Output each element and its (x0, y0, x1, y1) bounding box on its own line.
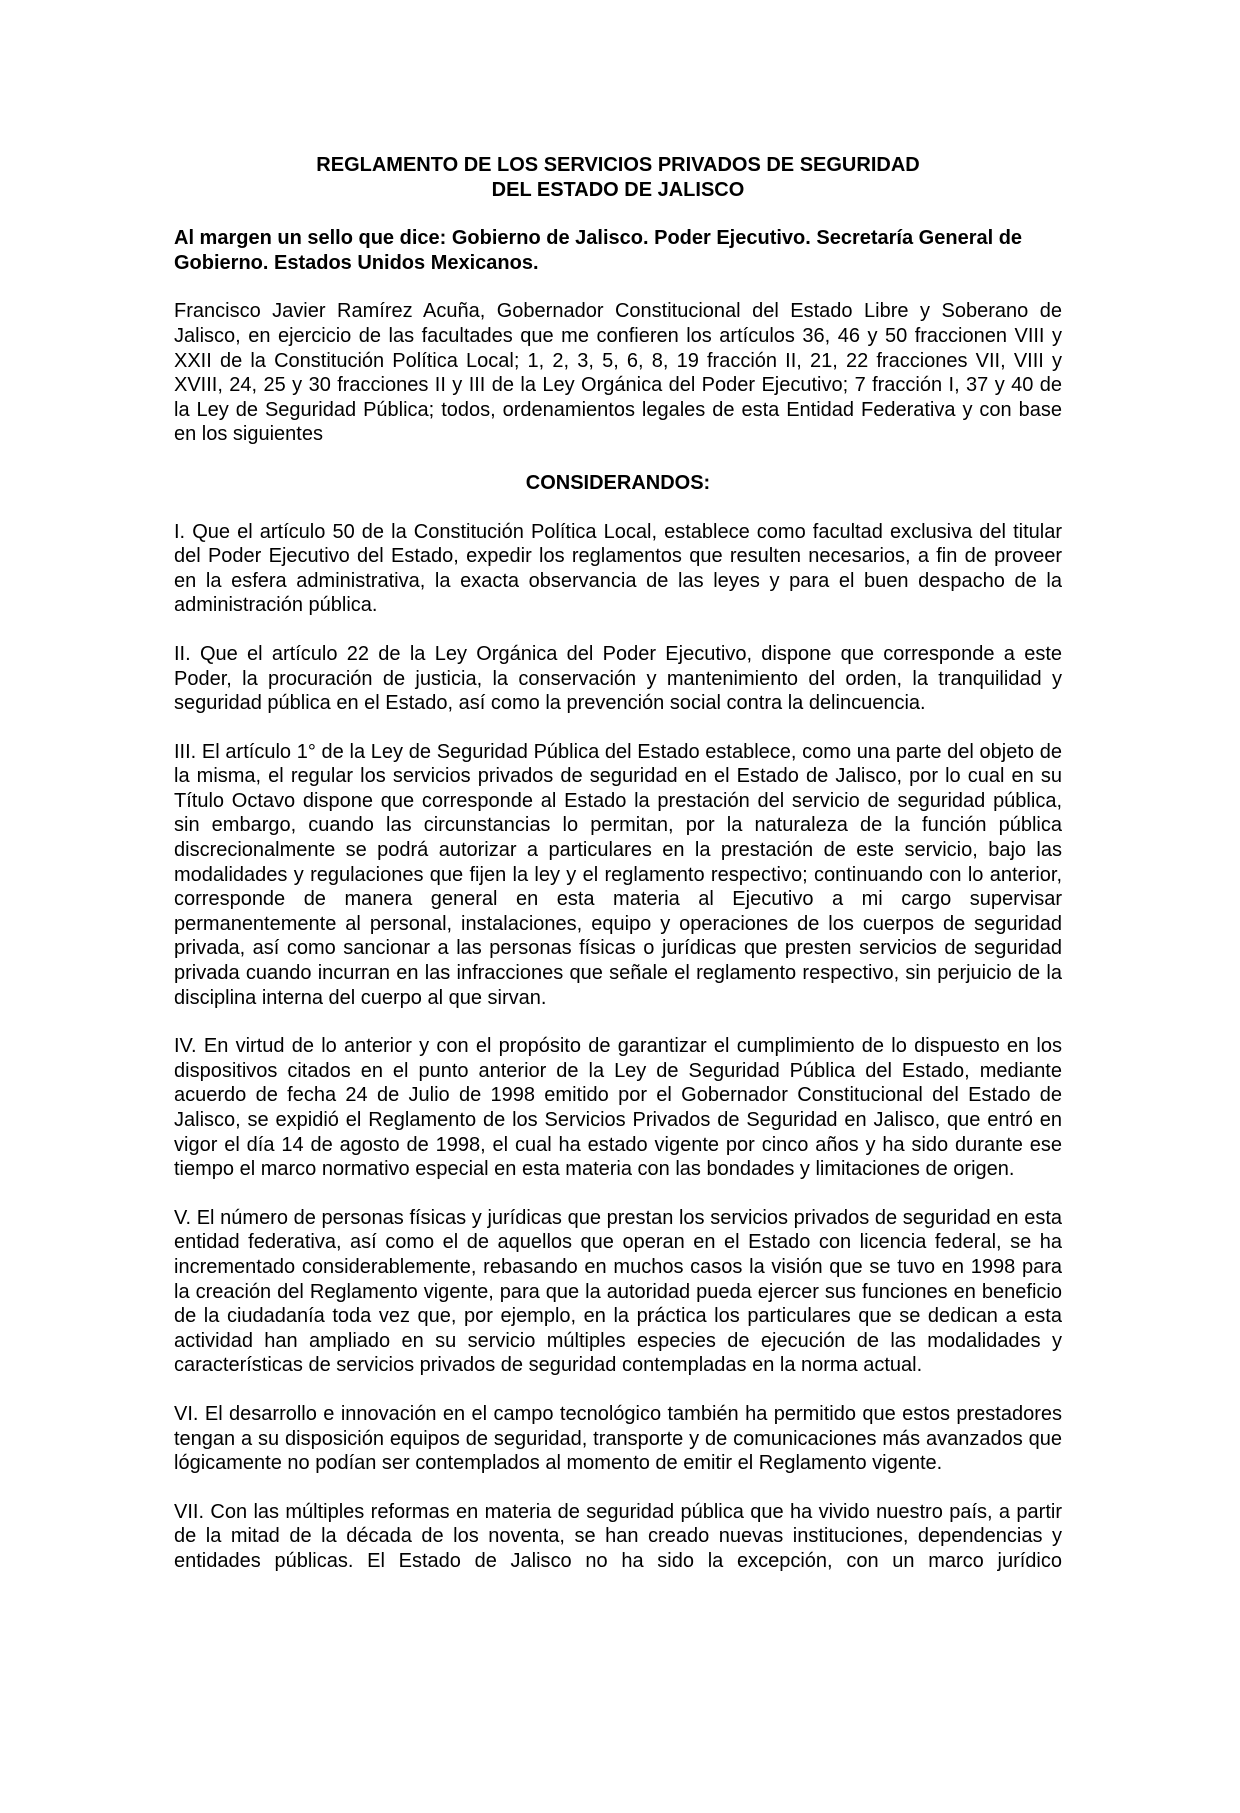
title-line-2: DEL ESTADO DE JALISCO (491, 178, 745, 201)
considerando-iv: IV. En virtud de lo anterior y con el propósito de garantizar el cumplimiento de lo dispuesto en los dispositivos citados en el punto anterior de la Ley de Seguridad Pública del Estado, mediante acuerdo de fecha 24 de Julio de 1998 emitido por el Gobernador Constitucional del Estado de Jalisco, se expidió el Reglamento de los Servicios Privados de Seguridad en Jalisco, que entró en vigor el día 14 de agosto de 1998, el cual ha estado vigente por cinco años y ha sido durante ese tiempo el marco normativo especial en esta materia con las bondades y limitaciones de origen. (174, 1035, 1062, 1181)
considerando-i: I. Que el artículo 50 de la Constitución Política Local, establece como facultad exclusiva del titular del Poder Ejecutivo del Estado, expedir los reglamentos que resulten necesarios, a fin de proveer en la esfera administrativa, la exacta observancia de las leyes y para el buen despacho de la administración pública. (174, 520, 1062, 617)
considerando-v: V. El número de personas físicas y jurídicas que prestan los servicios privados de seguridad en esta entidad federativa, así como el de aquellos que operan en el Estado con licencia federal, se ha incrementado considerablemente, rebasando en muchos casos la visión que se tuvo en 1998 para la creación del Reglamento vigente, para que la autoridad pueda ejercer sus funciones en beneficio de la ciudadanía toda vez que, por ejemplo, en la práctica los particulares que se dedican a esta actividad han ampliado en su servicio múltiples especies de ejecución de las modalidades y características de servicios privados de seguridad contempladas en la norma actual. (174, 1206, 1062, 1377)
considerando-vii: VII. Con las múltiples reformas en materia de seguridad pública que ha vivido nuestro país, a partir de la mitad de la década de los noventa, se han creado nuevas instituciones, dependencias y entidades públicas. El Estado de Jalisco no ha sido la excepción, con un marco jurídico (174, 1500, 1062, 1572)
title-line-1: REGLAMENTO DE LOS SERVICIOS PRIVADOS DE SEGURIDAD (316, 154, 920, 176)
considerando-iii: III. El artículo 1° de la Ley de Seguridad Pública del Estado establece, como una parte del objeto de la misma, el regular los servicios privados de seguridad en el Estado de Jalisco, por lo cual en su Título Octavo dispone que corresponde al Estado la prestación del servicio de seguridad pública, sin embargo, cuando las circunstancias lo permitan, por la naturaleza de la función pública discrecionalmente se podrá autorizar a particulares en la prestación de este servicio, bajo las modalidades y regulaciones que fijen la ley y el reglamento respectivo; continuando con lo anterior, corresponde de manera general en esta materia al Ejecutivo a mi cargo supervisar permanentemente al personal, instalaciones, equipo y operaciones de los cuerpos de seguridad privada, así como sancionar a las personas físicas o jurídicas que presten servicios de seguridad privada cuando incurran en las infracciones que señale el reglamento respectivo, sin perjuicio de la disciplina interna del cuerpo al que sirvan. (174, 740, 1062, 1009)
considerandos-heading: CONSIDERANDOS: (525, 471, 711, 494)
considerando-ii: II. Que el artículo 22 de la Ley Orgánica del Poder Ejecutivo, dispone que corresponde a este Poder, la procuración de justicia, la conservación y mantenimiento del orden, la tranquilidad y seguridad pública en el Estado, así como la prevención social contra la delincuencia. (174, 642, 1062, 715)
seal-note: Al margen un sello que dice: Gobierno de Jalisco. Poder Ejecutivo. Secretaría General de Gobierno. Estados Unidos Mexicanos. (174, 227, 1023, 274)
document-body (174, 153, 1062, 1574)
considerando-vi: VI. El desarrollo e innovación en el campo tecnológico también ha permitido que estos prestadores tengan a su disposición equipos de seguridad, transporte y de comunicaciones más avanzados que lógicamente no podían ser contemplados al momento de emitir el Reglamento vigente. (174, 1402, 1062, 1475)
document-title (174, 153, 1062, 202)
intro-paragraph: Francisco Javier Ramírez Acuña, Gobernador Constitucional del Estado Libre y Soberano de Jalisco, en ejercicio de las facultades que me confieren los artículos 36, 46 y 50 fraccionen VIII y XXII de la Constitución Política Local; 1, 2, 3, 5, 6, 8, 19 fracción II, 21, 22 fracciones VII, VIII y XVIII, 24, 25 y 30 fracciones II y III de la Ley Orgánica del Poder Ejecutivo; 7 fracción I, 37 y 40 de la Ley de Seguridad Pública; todos, ordenamientos legales de esta Entidad Federativa y con base en los siguientes (174, 300, 1062, 446)
